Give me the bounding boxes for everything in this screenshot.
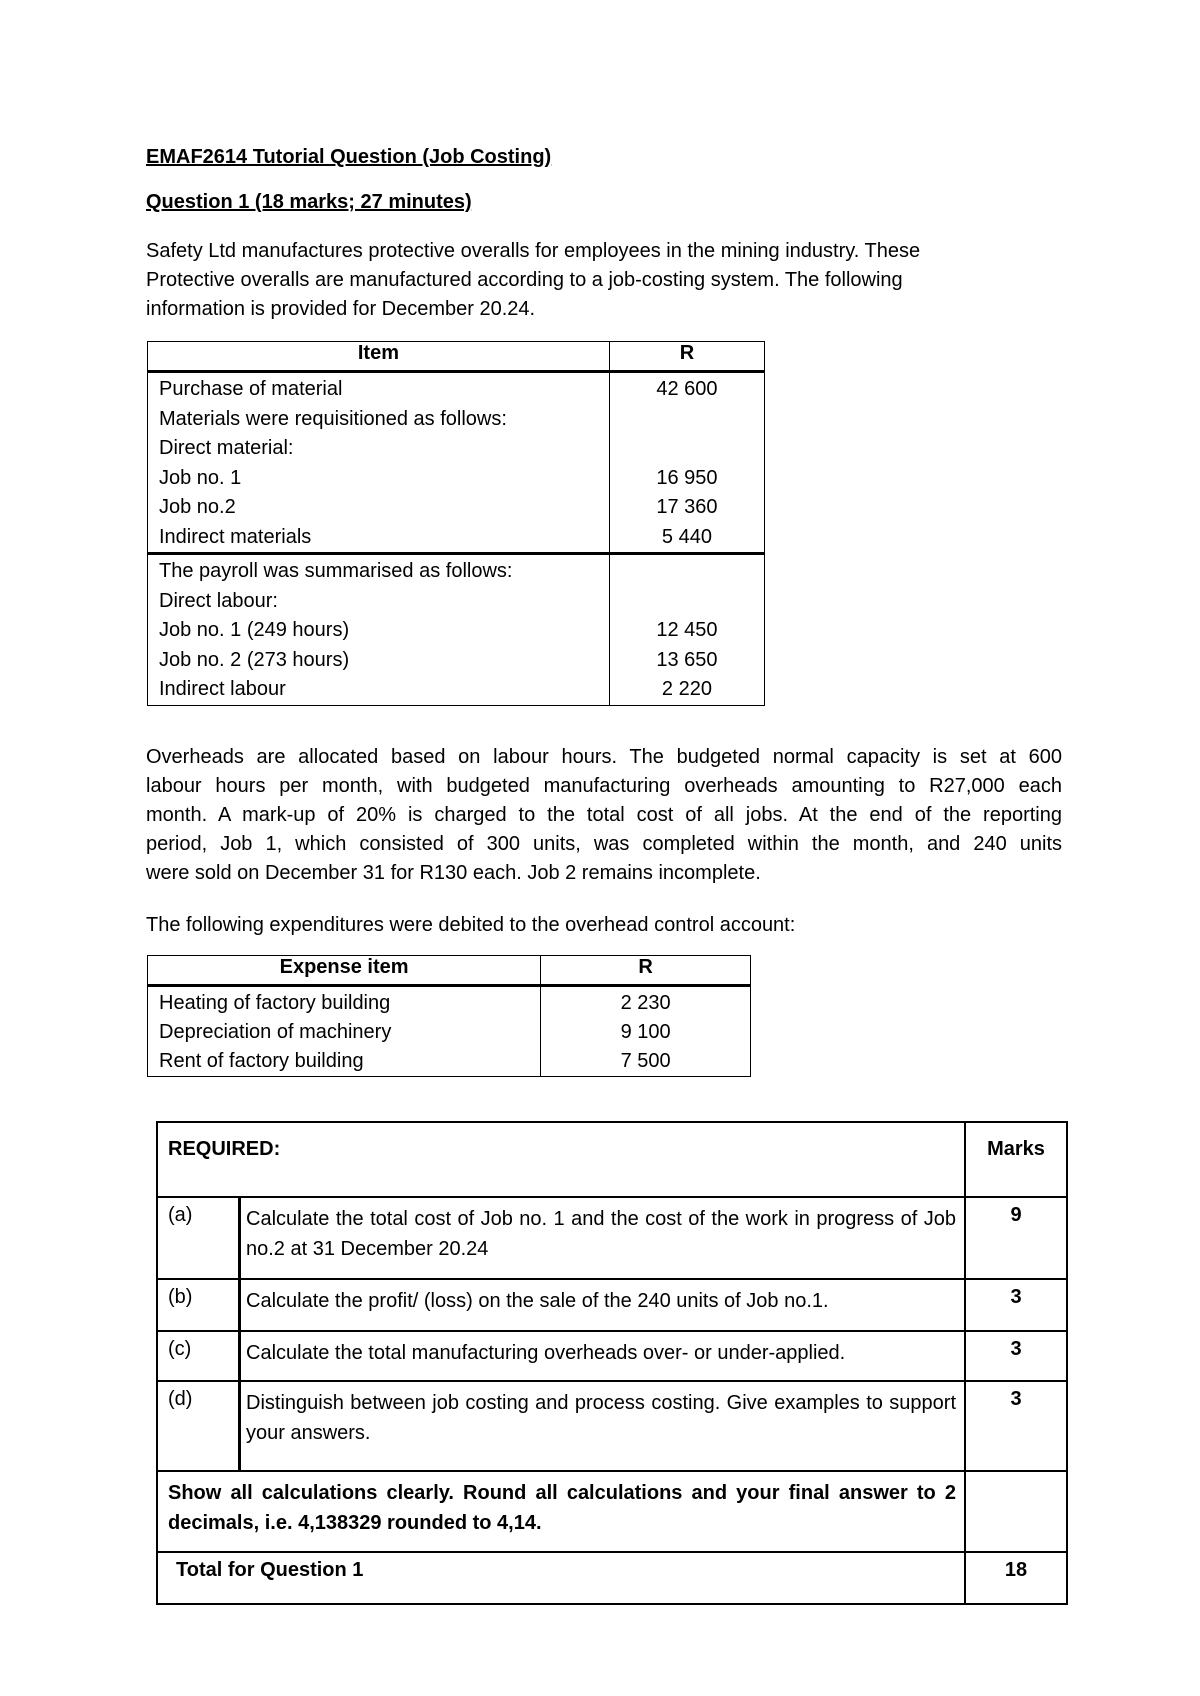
- overheads-paragraph: [146, 743, 1062, 888]
- amount-cell: [610, 587, 764, 617]
- amount-cell: 12 450: [656, 619, 718, 641]
- labour-section: [148, 554, 765, 706]
- amount-cell: 2 220: [661, 678, 712, 700]
- table-cell: Purchase of material: [159, 378, 343, 400]
- intro-line: Protective overalls are manufactured according to a job-costing system. The following: [146, 269, 903, 291]
- required-marks: 3: [965, 1331, 1067, 1381]
- required-marks: 3: [965, 1381, 1067, 1471]
- labour-amounts: [609, 554, 764, 706]
- total-label: Total for Question 1: [157, 1552, 965, 1604]
- expense-items: [148, 986, 541, 1077]
- required-text: Calculate the total manufacturing overheads over- or under-applied.: [240, 1331, 966, 1381]
- total-marks: 18: [965, 1552, 1067, 1604]
- required-text: Calculate the total cost of Job no. 1 and the cost of the work in progress of Job no.2 at 31 December 20.24: [240, 1197, 966, 1279]
- required-header-row: [157, 1122, 1067, 1197]
- amount-cell: 13 650: [656, 648, 718, 671]
- amount-cell: 5 440: [661, 525, 712, 548]
- intro-line: information is provided for December 20.24.: [146, 298, 536, 320]
- required-label: REQUIRED:: [157, 1122, 965, 1197]
- required-letter: (a): [157, 1197, 240, 1279]
- required-row: [157, 1331, 1067, 1381]
- amount-header: R: [609, 342, 764, 372]
- materials-section: [148, 372, 765, 554]
- table-cell: Rent of factory building: [159, 1050, 364, 1072]
- required-letter: (b): [157, 1279, 240, 1331]
- required-marks: 3: [965, 1279, 1067, 1331]
- amount-cell: [610, 434, 764, 464]
- expense-table: [147, 955, 751, 1077]
- required-letter: (d): [157, 1381, 240, 1471]
- materials-amounts: [609, 372, 764, 554]
- amount-cell: [610, 405, 764, 435]
- empty-marks-cell: [965, 1471, 1067, 1552]
- expense-amount-header: R: [541, 956, 751, 986]
- expense-amounts: [541, 986, 751, 1077]
- overheads-line: were sold on December 31 for R130 each. Job 2 remains incomplete.: [146, 862, 761, 884]
- materials-items: [148, 372, 610, 554]
- amount-cell: 16 950: [656, 466, 718, 489]
- required-table: [156, 1121, 1068, 1605]
- table-cell: Job no. 1 (249 hours): [159, 619, 350, 641]
- cost-table: [147, 341, 765, 706]
- amount-cell: 2 230: [620, 992, 671, 1014]
- required-letter: (c): [157, 1331, 240, 1381]
- marks-label: Marks: [965, 1122, 1067, 1197]
- cost-table-header: [148, 342, 765, 372]
- intro-line: Safety Ltd manufactures protective overalls for employees in the mining industry. These: [146, 240, 921, 262]
- labour-items: [148, 554, 610, 706]
- amount-cell: 17 360: [656, 496, 718, 518]
- question-heading: Question 1 (18 marks; 27 minutes): [146, 191, 472, 213]
- required-row: [157, 1381, 1067, 1471]
- table-cell: Direct labour:: [159, 589, 278, 612]
- amount-cell: 9 100: [620, 1021, 671, 1043]
- required-marks: 9: [965, 1197, 1067, 1279]
- required-text: Distinguish between job costing and process costing. Give examples to support your answers.: [240, 1381, 966, 1471]
- table-cell: Direct material:: [159, 437, 294, 459]
- expense-item-header: Expense item: [148, 956, 541, 986]
- required-text: Calculate the profit/ (loss) on the sale of the 240 units of Job no.1.: [240, 1279, 966, 1331]
- overheads-line: month. A mark-up of 20% is charged to the total cost of all jobs. At the end of the reporting: [146, 804, 1062, 826]
- amount-cell: [610, 557, 764, 587]
- overheads-line: labour hours per month, with budgeted manufacturing overheads amounting to R27,000 each: [146, 775, 1062, 797]
- table-cell: Job no. 1: [159, 466, 242, 489]
- table-cell: Heating of factory building: [159, 992, 391, 1014]
- overheads-line: Overheads are allocated based on labour hours. The budgeted normal capacity is set at 600: [146, 746, 1062, 768]
- table-cell: Indirect materials: [159, 525, 312, 548]
- total-row: [157, 1552, 1067, 1604]
- expense-table-header: [148, 956, 751, 986]
- table-cell: Job no. 2 (273 hours): [159, 648, 350, 671]
- item-header: Item: [148, 342, 610, 372]
- overheads-line: period, Job 1, which consisted of 300 units, was completed within the month, and 240 units: [146, 833, 1062, 855]
- amount-cell: 42 600: [656, 378, 718, 400]
- instructions-note: Show all calculations clearly. Round all calculations and your final answer to 2 decimals, i.e. 4,138329 rounded to 4,14.: [157, 1471, 965, 1552]
- required-row: [157, 1279, 1067, 1331]
- amount-cell: 7 500: [620, 1050, 671, 1072]
- required-row: [157, 1197, 1067, 1279]
- expense-rows: [148, 986, 751, 1077]
- table-cell: Depreciation of machinery: [159, 1021, 392, 1043]
- expenditures-intro: The following expenditures were debited to the overhead control account:: [146, 914, 796, 936]
- table-cell: Indirect labour: [159, 678, 286, 700]
- instructions-row: [157, 1471, 1067, 1552]
- document-title: EMAF2614 Tutorial Question (Job Costing): [146, 146, 552, 168]
- table-cell: Materials were requisitioned as follows:: [159, 407, 507, 430]
- table-cell: The payroll was summarised as follows:: [159, 560, 513, 582]
- table-cell: Job no.2: [159, 496, 236, 518]
- intro-paragraph: [146, 237, 1066, 324]
